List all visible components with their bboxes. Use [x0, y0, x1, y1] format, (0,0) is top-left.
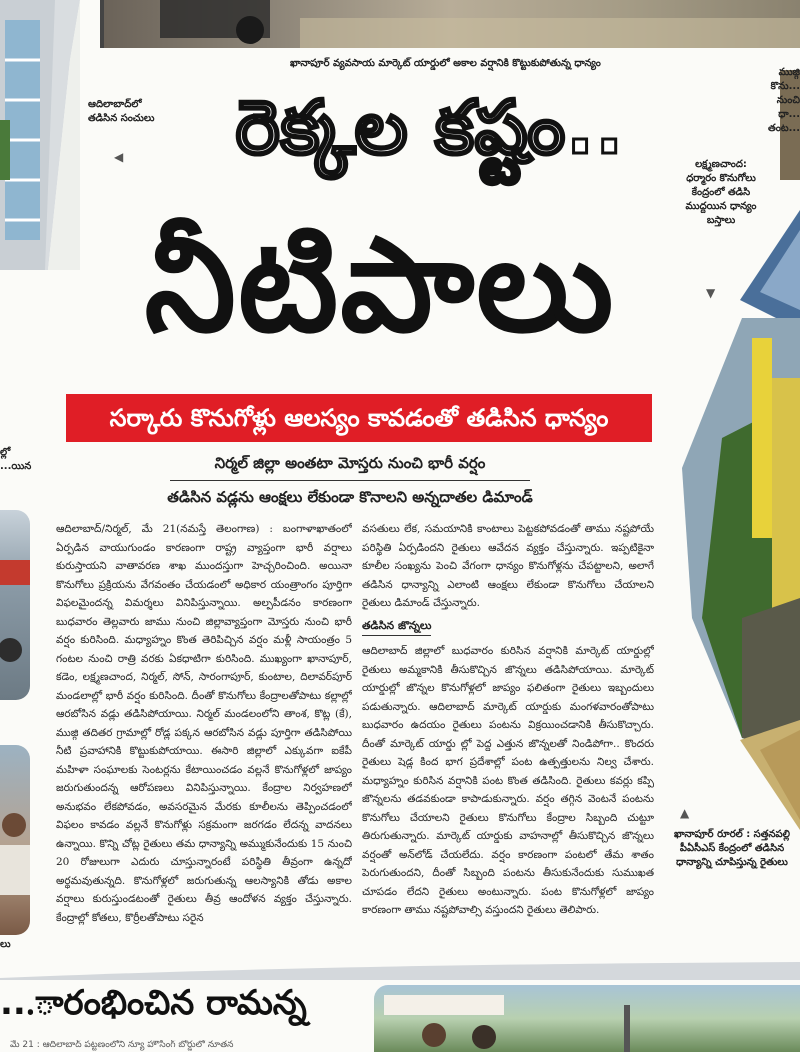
article-col1-text: ఆదిలాబాద్/నిర్మల్, మే 21(నమస్తే తెలంగాణ) : బంగాళాఖాతంలో ఏర్పడిన వాయుగుండం కారణంగా రాష్ట్ర వ్యాప్తంగా భారీ వర్షాలు కురుస్తాయని వాతావరణ శాఖ ముందస్తుగా హెచ్చరించింది. అయినా కొనుగోలు ప్రక్రియను వేగవంతం చేయడంలో అధికార యంత్రాంగం పూర్తిగా విఫలమైందన్న విమర్శలు వినిపిస్తున్నాయి. అల్పపీడనం కారణంగా బుధవారం తెల్లవారు జాము నుంచి జిల్లావ్యాప్తంగా మోస్తరు నుంచి భారీ వర్షం కురిసింది. మధ్యాహ్నం కొంత తెరిపిచ్చిన వర్షం మళ్లీ సాయంత్రం 5 గంటల నుంచి రాత్రి వరకు ఏకధాటిగా కురిసింది. ముఖ్యంగా ఖానాపూర్, కడెం, లక్ష్మణచాంద, నిర్మల్, సోన్, సారంగాపూర్, కుంటాల, దిలావర్‌పూర్ మండలాల్లో భారీ వర్షం కురిసింది. దీంతో కొనుగోలు కేంద్రాలతోపాటు కల్లాల్లో ఆరబోసిన వడ్లు తడిసిపోయాయి. నిర్మల్ మండలంలోని తాంశ, కొట్ల (కే), ముజ్గి తదితర గ్రామాల్లో రోడ్ల పక్కన ఆరబోసిన వడ్లు పూర్తిగా తడిసిపోయి నీటి ప్రవాహానికి కొట్టుకుపోయాయి. ఈసారి జిల్లాలో ఎక్కువగా ఐకేపీ మహిళా సంఘాలకు సెంటర్లను కేటాయించడం వల్లనే కొనుగోళ్లలో జాప్యం జరుగుతుందన్న ఆరోపణలు వినిపిస్తున్నాయి. కేంద్రాల నిర్వహణలో అనుభవం లేకపోవడం, అవసరమైన మేరకు కూలీలను తెప్పించడంలో విఫలం కావడం వల్లనే కొనుగోళ్లు సక్రమంగా జరగడం లేదన్న వాదనలు ఉన్నాయి. కొన్ని చోట్ల రైతులు తమ ధాన్యాన్ని అమ్ముకునేందుకు 15 నుంచి 20 రోజులుగా ఎదురు చూస్తున్నారంటే పరిస్థితి తీవ్రంగా ఉన్నదో అర్థమవుతున్నది. కొనుగోళ్లలో జరుగుతున్న ఆలస్యానికి తోడు అకాల వర్షాలు కురుస్తుండటంతో రైతులు తీవ్ర ఆందోళన వ్యక్తం చేస్తున్నారు. కేంద్రాల్లో కోతలు, కొర్రీలతోపాటు సరైన [56, 523, 352, 924]
red-banner: సర్కారు కొనుగోళ్లు ఆలస్యం కావడంతో తడిసిన ధాన్యం [66, 394, 652, 442]
photo-left-farmers [0, 745, 30, 935]
article-subhead: తడిసిన జొన్నలు [362, 617, 431, 637]
photo-right-bottom [740, 720, 800, 830]
photo-left-wet-road [0, 510, 30, 700]
subheadline-1: నిర్మల్ జిల్లా అంతటా మోస్తరు నుంచి భారీ వర్షం [170, 454, 530, 481]
arrow-up-icon: ▲ [680, 806, 690, 820]
headline-line1: రెక్కల కష్టం.. [235, 85, 625, 171]
bottom-headline: ...ారంభించిన రామన్న [0, 983, 307, 1023]
caption-left-top: ఆదిలాబాద్‌లో తడిసిన సంచులు [88, 99, 155, 124]
caption-right-top: ముజ్గి కొను... నుంచి ధా... తంట... [768, 67, 800, 134]
article-col2-text-a: వసతులు లేక, సమయానికి కాంటాలు పెట్టకపోవడంతో తాము నష్టపోయే పరిస్థితి ఏర్పడిందని రైతులు ఆవేదన వ్యక్తం చేస్తున్నారు. ఇప్పటికైనా కూలీల సంఖ్యను పెంచి వేగంగా ధాన్యం కొనుగోళ్లను చేపట్టాలని, అలాగే తడిసిన ధాన్యాన్ని ఎలాంటి ఆంక్షలు లేకుండా కొనుగోలు చేయాలని రైతులు డిమాండ్ చేస్తున్నారు. [362, 523, 654, 609]
headline-line2: నీటిపాలు [144, 209, 616, 361]
article-col2-text-b: ఆదిలాబాద్ జిల్లాలో బుధవారం కురిసిన వర్షానికి మార్కెట్ యార్డుల్లో రైతులు అమ్మకానికి తీసుకొచ్చిన జొన్నలు తడిసిపోయాయి. మార్కెట్ యార్డుల్లో జొన్నల కొనుగోళ్లలో జాప్యం ఫలితంగా రైతులు ఇబ్బందులు పడుతున్నారు. ఆదిలాబాద్ మార్కెట్ యార్డుకు మంగళవారంతోపాటు బుధవారం ఉదయం రైతులు పంటను విక్రయించడానికి తీసుకొచ్చారు. దీంతో మార్కెట్ యార్డు ల్లో పెద్ద ఎత్తున జొన్నలతో నిండిపోగా.. కొందరు రైతులు షెడ్ల కింద భాగ ప్రదేశాల్లో పంట ఉత్పత్తులను నిల్వ చేశారు. మధ్యాహ్నం కురిసిన వర్షానికి పంట కొంత తడిసింది. రైతులు కవర్లు కప్పి జొన్నలను తడవకుండా కాపాడుకున్నారు. వర్షం తగ్గిన వెంటనే పంటను కొనుగోలు చేయాలని రైతులు కొనుగోలు కేంద్రాల సిబ్బంది చుట్టూ తిరుగుతున్నారు. మార్కెట్ యార్డుకు వాహనాల్లో తీసుకొచ్చిన జొన్నలు వర్షంతో అన్‌లోడ్ చేయలేదు. వర్షం కారణంగా పంటలో తేమ శాతం పెరుగుతుందని, దీంతో సిబ్బంది పంటను తీసుకునేందుకు సుముఖత చూపడం లేదని రైతులు అంటున్నారు. పంట కొనుగోళ్లలో జాప్యం కారణంగా తాము నష్టపోవాల్సి వస్తుందని రైతులు తెలిపారు. [362, 645, 654, 916]
bottom-dateline: మే 21 : ఆదిలాబాద్ పట్టణంలోని న్యూ హౌసింగ్ బోర్డులో నూతన [10, 1040, 234, 1050]
top-photo-left-border [100, 0, 104, 48]
caption-right-bottom: ఖానాపూర్ రూరల్ : సత్తనపల్లి పీఏసీఎస్ కేంద్రంలో తడిసిన ధాన్యాన్ని చూపిస్తున్న రైతులు [674, 829, 790, 868]
article-column-2 [362, 520, 654, 960]
article-column-1 [56, 520, 352, 960]
arrow-left-icon: ◀ [114, 150, 124, 164]
photo-right-paddy-field [682, 318, 800, 748]
caption-right-mid: లక్ష్మణచాంద: ధర్మారం కొనుగోలు కేంద్రంలో తడిసి ముద్దయిన ధాన్యం బస్తాలు [685, 159, 757, 226]
photo-right-tarps [740, 210, 800, 330]
caption-left-mid: ల్లో ...యిన [0, 447, 32, 472]
photo-market-yard-top [100, 0, 800, 48]
arrow-down-icon: ▼ [706, 286, 716, 300]
photo-bottom-event [374, 985, 800, 1052]
caption-left-bottom: లు [0, 939, 11, 950]
subheadline-2: తడిసిన వడ్లను ఆంక్షలు లేకుండా కొనాలని అన్నదాతల డిమాండ్ [167, 488, 533, 506]
caption-top-center: ఖానాపూర్ వ్యవసాయ మార్కెట్ యార్డులో అకాల వర్షానికి కొట్టుకుపోతున్న ధాన్యం [290, 58, 601, 69]
